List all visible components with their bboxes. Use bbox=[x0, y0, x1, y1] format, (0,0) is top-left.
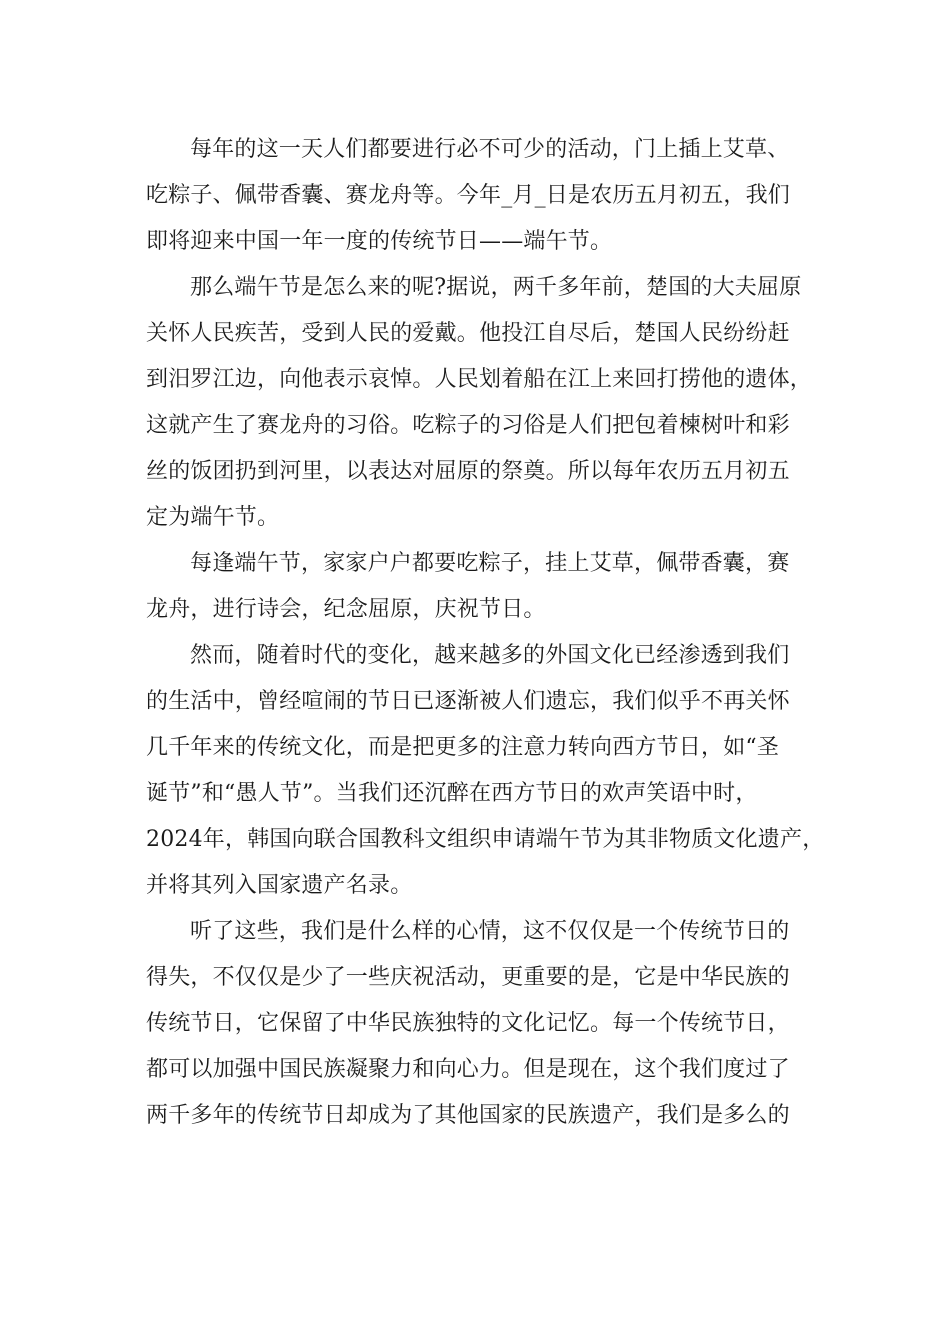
paragraph-line: 然而，随着时代的变化，越来越多的外国文化已经渗透到我们 bbox=[190, 643, 790, 668]
paragraph-line: 那么端午节是怎么来的呢?据说，两千多年前，楚国的大夫屈原 bbox=[190, 275, 802, 300]
paragraph-line: 两千多年的传统节日却成为了其他国家的民族遗产，我们是多么的 bbox=[146, 1103, 790, 1128]
paragraph-line: 每年的这一天人们都要进行必不可少的活动，门上插上艾草、 bbox=[190, 137, 790, 162]
paragraph-line: 这就产生了赛龙舟的习俗。吃粽子的习俗是人们把包着楝树叶和彩 bbox=[146, 413, 790, 438]
paragraph-line: 诞节”和“愚人节”。当我们还沉醉在西方节日的欢声笑语中时， bbox=[146, 781, 758, 806]
paragraph-line: 到汨罗江边，向他表示哀悼。人民划着船在江上来回打捞他的遗体， bbox=[146, 367, 813, 392]
paragraph-line: 关怀人民疾苦，受到人民的爱戴。他投江自尽后，楚国人民纷纷赶 bbox=[146, 321, 790, 346]
paragraph-line: 得失，不仅仅是少了一些庆祝活动，更重要的是，它是中华民族的 bbox=[146, 965, 790, 990]
paragraph-line: 即将迎来中国一年一度的传统节日——端午节。 bbox=[146, 229, 613, 254]
document-body bbox=[146, 127, 825, 1139]
paragraph-line: 听了这些，我们是什么样的心情，这不仅仅是一个传统节日的 bbox=[190, 919, 790, 944]
paragraph-line: 并将其列入国家遗产名录。 bbox=[146, 873, 413, 898]
paragraph-line: 龙舟，进行诗会，纪念屈原，庆祝节日。 bbox=[146, 597, 546, 622]
paragraph-line: 吃粽子、佩带香囊、赛龙舟等。今年_月_日是农历五月初五，我们 bbox=[146, 183, 791, 208]
paragraph-3 bbox=[146, 541, 806, 633]
paragraph-1 bbox=[146, 127, 806, 265]
paragraph-2 bbox=[146, 265, 813, 541]
paragraph-line: 定为端午节。 bbox=[146, 505, 280, 530]
paragraph-line: 的生活中，曾经喧闹的节日已逐渐被人们遗忘，我们似乎不再关怀 bbox=[146, 689, 790, 714]
paragraph-line: 传统节日，它保留了中华民族独特的文化记忆。每一个传统节日， bbox=[146, 1011, 790, 1036]
paragraph-line: 2024年，韩国向联合国教科文组织申请端午节为其非物质文化遗产， bbox=[146, 827, 825, 852]
paragraph-line: 几千年来的传统文化，而是把更多的注意力转向西方节日，如“圣 bbox=[146, 735, 780, 760]
paragraph-5 bbox=[146, 909, 806, 1139]
paragraph-line: 都可以加强中国民族凝聚力和向心力。但是现在，这个我们度过了 bbox=[146, 1057, 790, 1082]
paragraph-line: 丝的饭团扔到河里，以表达对屈原的祭奠。所以每年农历五月初五 bbox=[146, 459, 790, 484]
paragraph-line: 每逢端午节，家家户户都要吃粽子，挂上艾草，佩带香囊，赛 bbox=[190, 551, 790, 576]
paragraph-4 bbox=[146, 633, 825, 909]
